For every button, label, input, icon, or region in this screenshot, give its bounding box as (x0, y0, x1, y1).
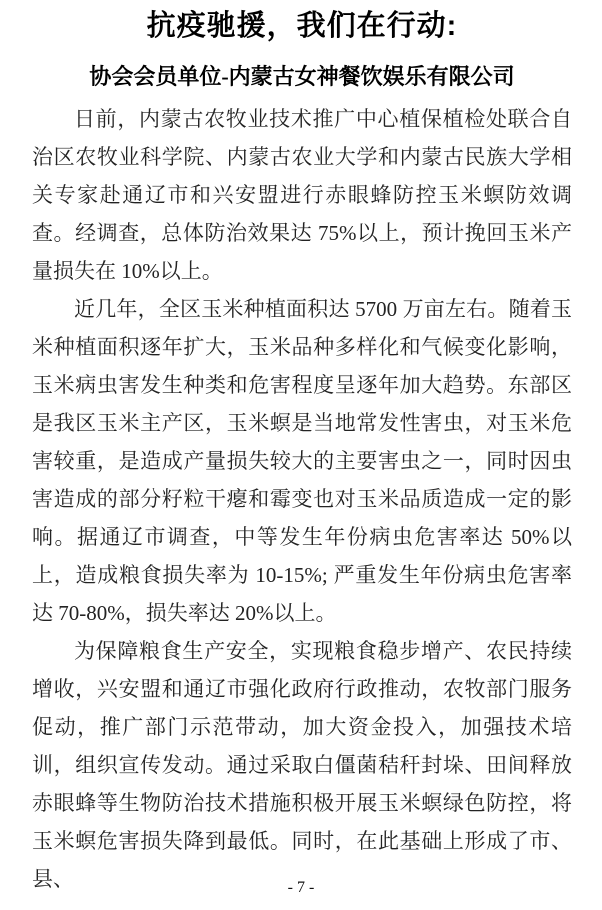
body-paragraph: 近几年，全区玉米种植面积达 5700 万亩左右。随着玉米种植面积逐年扩大，玉米品种多样化和气候变化影响，玉米病虫害发生种类和危害程度呈逐年加大趋势。东部区是我区玉米主产区，玉米螟是当地常发性害虫，对玉米危害较重，是造成产量损失较大的主要害虫之一，同时因虫害造成的部分籽粒干瘪和霉变也对玉米品质造成一定的影响。据通辽市调查，中等发生年份病虫危害率达 50%以上，造成粮食损失率为 10-15%; 严重发生年份病虫危害率达 70-80%，损失率达 20%以上。 (32, 297, 572, 625)
page-subtitle: 协会会员单位-内蒙古女神餐饮娱乐有限公司 (89, 64, 515, 89)
document-body (32, 100, 572, 898)
page-number: - 7 - (287, 879, 315, 896)
page-title: 抗疫驰援，我们在行动: (146, 10, 458, 42)
body-paragraph: 日前，内蒙古农牧业技术推广中心植保植检处联合自治区农牧业科学院、内蒙古农业大学和内蒙古民族大学相关专家赴通辽市和兴安盟进行赤眼蜂防控玉米螟防效调查。经调查，总体防治效果达 75%以上，预计挽回玉米产量损失在 10%以上。 (32, 107, 572, 283)
body-paragraph: 为保障粮食生产安全，实现粮食稳步增产、农民持续增收，兴安盟和通辽市强化政府行政推动，农牧部门服务促动，推广部门示范带动，加大资金投入，加强技术培训，组织宣传发动。通过采取白僵菌秸秆封垛、田间释放赤眼蜂等生物防治技术措施积极开展玉米螟绿色防控，将玉米螟危害损失降到最低。同时，在此基础上形成了市、县、 (32, 639, 572, 891)
